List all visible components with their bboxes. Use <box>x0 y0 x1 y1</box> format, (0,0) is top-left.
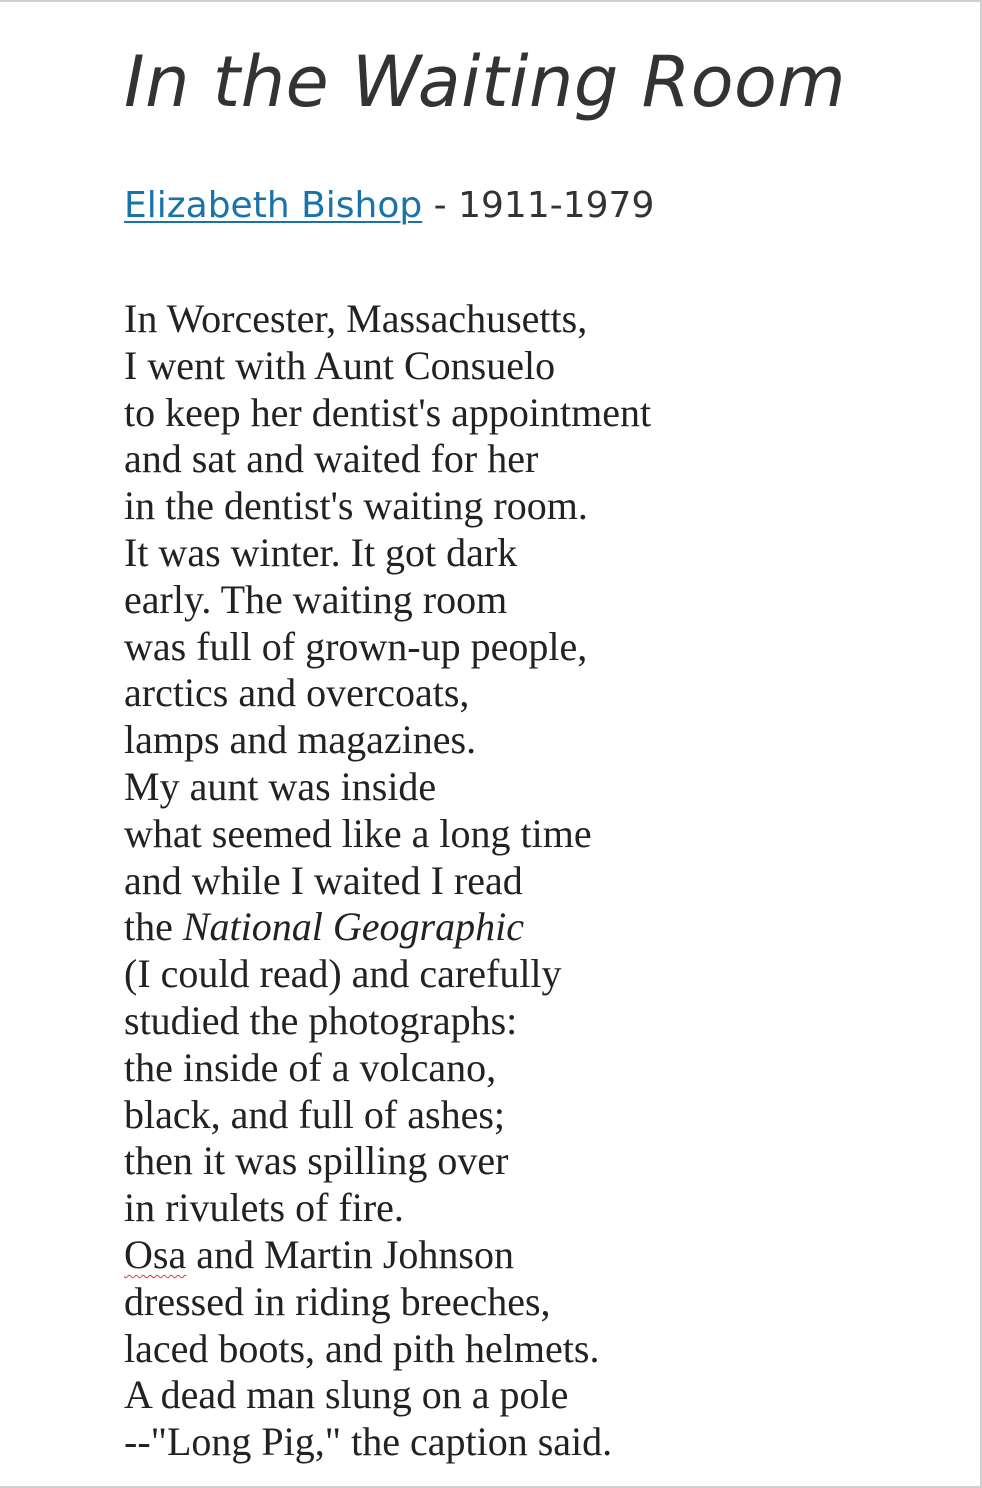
poem-line: in rivulets of fire. <box>124 1185 404 1231</box>
poem-line: black, and full of ashes; <box>124 1091 505 1137</box>
poem-line <box>124 1232 940 1279</box>
poem-line: early. The waiting room <box>124 576 508 622</box>
poem-line: dressed in riding breeches, <box>124 1278 551 1324</box>
poem-line: and sat and waited for her <box>124 436 539 482</box>
spellcheck-flagged-word[interactable]: Osa <box>124 1231 187 1277</box>
magazine-title: National Geographic <box>182 904 524 950</box>
byline <box>124 184 940 228</box>
poem-line-text: the <box>124 904 183 950</box>
poem-line-text: and Martin Johnson <box>186 1231 514 1277</box>
author-dates: 1911-1979 <box>458 185 655 226</box>
poem-line: lamps and magazines. <box>124 717 477 763</box>
poem-line: in the dentist's waiting room. <box>124 483 588 529</box>
poem-line: It was winter. It got dark <box>124 529 518 575</box>
byline-separator: - <box>422 185 459 226</box>
poem-line: laced boots, and pith helmets. <box>124 1325 600 1371</box>
author-link[interactable]: Elizabeth Bishop <box>124 185 423 226</box>
poem-line: A dead man slung on a pole <box>124 1372 569 1418</box>
poem-line: and while I waited I read <box>124 857 523 903</box>
poem-line <box>124 904 940 951</box>
poem-title: In the Waiting Room <box>124 41 847 123</box>
poem-line: studied the photographs: <box>124 997 518 1043</box>
poem-line: to keep her dentist's appointment <box>124 389 652 435</box>
poem-line: My aunt was inside <box>124 763 437 809</box>
poem-content <box>124 32 940 1466</box>
poem-line: what seemed like a long time <box>124 810 592 856</box>
poem-line: I went with Aunt Consuelo <box>124 342 556 388</box>
poem-line: --"Long Pig," the caption said. <box>124 1419 613 1465</box>
poem-line: then it was spilling over <box>124 1138 509 1184</box>
poem-line: arctics and overcoats, <box>124 670 470 716</box>
poem-line: was full of grown-up people, <box>124 623 588 669</box>
poem-body <box>124 296 940 1466</box>
poem-line: In Worcester, Massachusetts, <box>124 296 588 341</box>
poem-line: (I could read) and carefully <box>124 951 562 997</box>
poem-line: the inside of a volcano, <box>124 1044 497 1090</box>
